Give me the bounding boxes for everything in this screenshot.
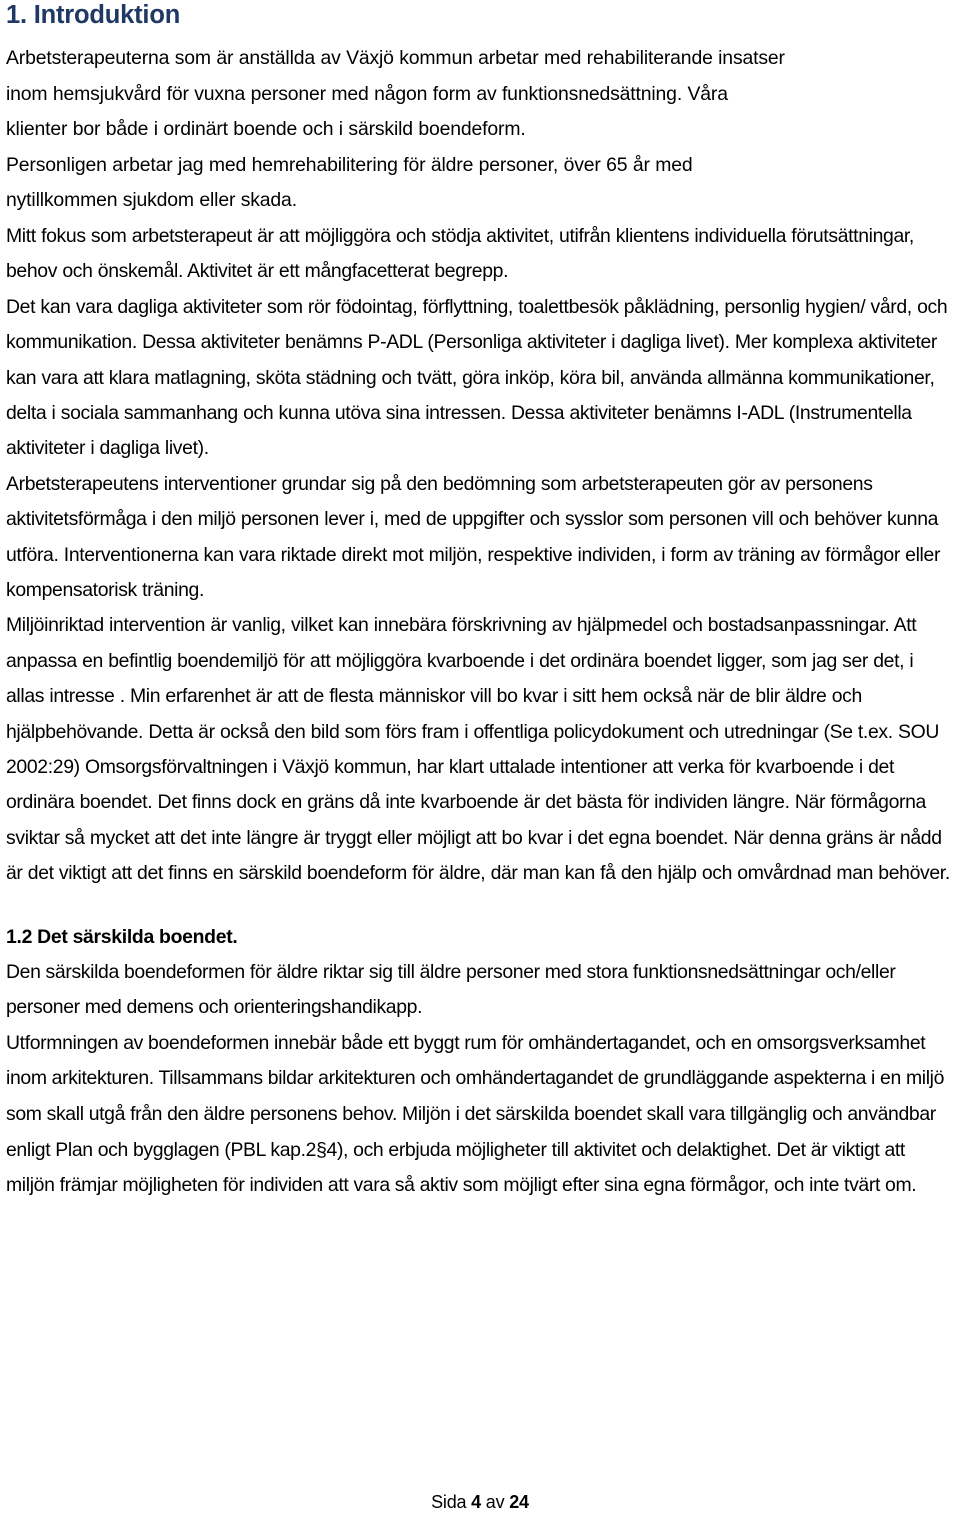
subsection-heading: 1.2 Det särskilda boendet. [6,925,238,948]
intro-line: Arbetsterapeuterna som är anställda av Växjö kommun arbetar med rehabiliterande insatser [6,47,785,69]
sentence: Dessa aktiviteter benämns P-ADL (Personliga aktiviteter i dagliga livet). [142,331,730,354]
sentence: Aktivitet är ett mångfacetterat begrepp. [187,260,509,283]
sentence: Det är viktigt att miljön främjar möjligheten för individen att vara så aktiv som möjligt efter sina egna förmågor, och inte tvärt om. [6,1138,917,1197]
intro-paragraph [6,41,956,219]
sentence: Arbetsterapeutens interventioner grundar sig på den bedömning som arbetsterapeuten gör av personens aktivitetsförmåga i den miljö personen lever i, med de uppgifter och sysslor som personen vill och behöver kunna utföra. [6,472,939,566]
current-page-number: 4 [471,1492,481,1512]
sentence: Det kan vara dagliga aktiviteter som rör födointag, förflyttning, toalettbesök påklädning, personlig hygien/ vård, och kommunikation. [6,295,948,354]
sentence: När denna gräns är nådd är det viktigt att det finns en särskild boendeform för äldre, där man kan få den hjälp och omvårdnad man behöver. [6,826,950,885]
sentence: Detta är också den bild som förs fram i offentliga policydokument och utredningar (Se t.ex. SOU 2002:29) Omsorgsförvaltningen i Växjö kommun, har klart uttalade intentioner att verka för kvarboende i det ordinära boendet. [6,720,939,814]
sentence: Mitt fokus som arbetsterapeut är att möjliggöra och stödja aktivitet, utifrån klientens individuella förutsättningar, behov och önskemål. [6,224,914,283]
intro-line: inom hemsjukvård för vuxna personer med någon form av funktionsnedsättning. Våra [6,82,728,105]
footer-middle: av [485,1492,505,1512]
sentence: Det finns dock en gräns då inte kvarboende är det bästa för individen längre. [157,791,790,814]
sentence: Utformningen av boendeformen innebär både ett byggt rum för omhändertagandet, och en omsorgsverksamhet inom arkitekturen. [6,1031,926,1090]
main-paragraph [6,219,956,892]
intro-line: Personligen arbetar jag med hemrehabilitering för äldre personer, över 65 år med [6,153,693,176]
sentence: Miljön i det särskilda boendet skall vara tillgänglig och användbar enligt Plan och bygglagen (PBL kap.2§4), och erbjuda möjligheter till aktivitet och delaktighet. [6,1103,936,1161]
footer-prefix: Sida [431,1492,467,1512]
sentence: Dessa aktiviteter benämns I-ADL (Instrumentella aktiviteter i dagliga livet). [6,402,912,460]
sentence: Tillsammans bildar arkitekturen och omhändertagandet de grundläggande aspekterna i en miljö som skall utgå från den äldre personens behov. [6,1067,945,1126]
sentence: Interventionerna kan vara riktade direkt mot miljön, respektive individen, i form av träning av förmågor eller kompensatorisk träning. [6,543,941,602]
sentence: När förmågorna sviktar så mycket att det inte längre är tryggt eller möjligt att bo kvar i det egna boendet. [6,791,926,849]
document-page [6,0,956,1204]
sentence: Miljöinriktad intervention är vanlig, vilket kan innebära förskrivning av hjälpmedel och bostadsanpassningar. [6,614,890,637]
intro-line: klienter bor både i ordinärt boende och i särskild boendeform. [6,118,526,141]
sentence: Den särskilda boendeformen för äldre riktar sig till äldre personer med stora funktionsnedsättningar och/eller personer med demens och orienteringshandikapp. [6,960,896,1019]
section-heading: 1. Introduktion [6,1,181,29]
page-footer [0,1491,960,1513]
sentence: Mer komplexa aktiviteter kan vara att klara matlagning, sköta städning och tvätt, göra inköp, köra bil, använda allmänna kommunikationer, delta i sociala sammanhang och kunna utöva sina intressen. [6,331,938,424]
sentence: Att anpassa en befintlig boendemiljö för att möjliggöra kvarboende i det ordinära boendet ligger, som jag ser det, i allas intresse . [6,614,917,708]
section2-paragraph [6,955,956,1204]
total-page-count: 24 [509,1492,529,1512]
sentence: Min erfarenhet är att de flesta människor vill bo kvar i sitt hem också när de blir äldre och hjälpbehövande. [6,685,862,743]
intro-line: nytillkommen sjukdom eller skada. [6,189,297,212]
